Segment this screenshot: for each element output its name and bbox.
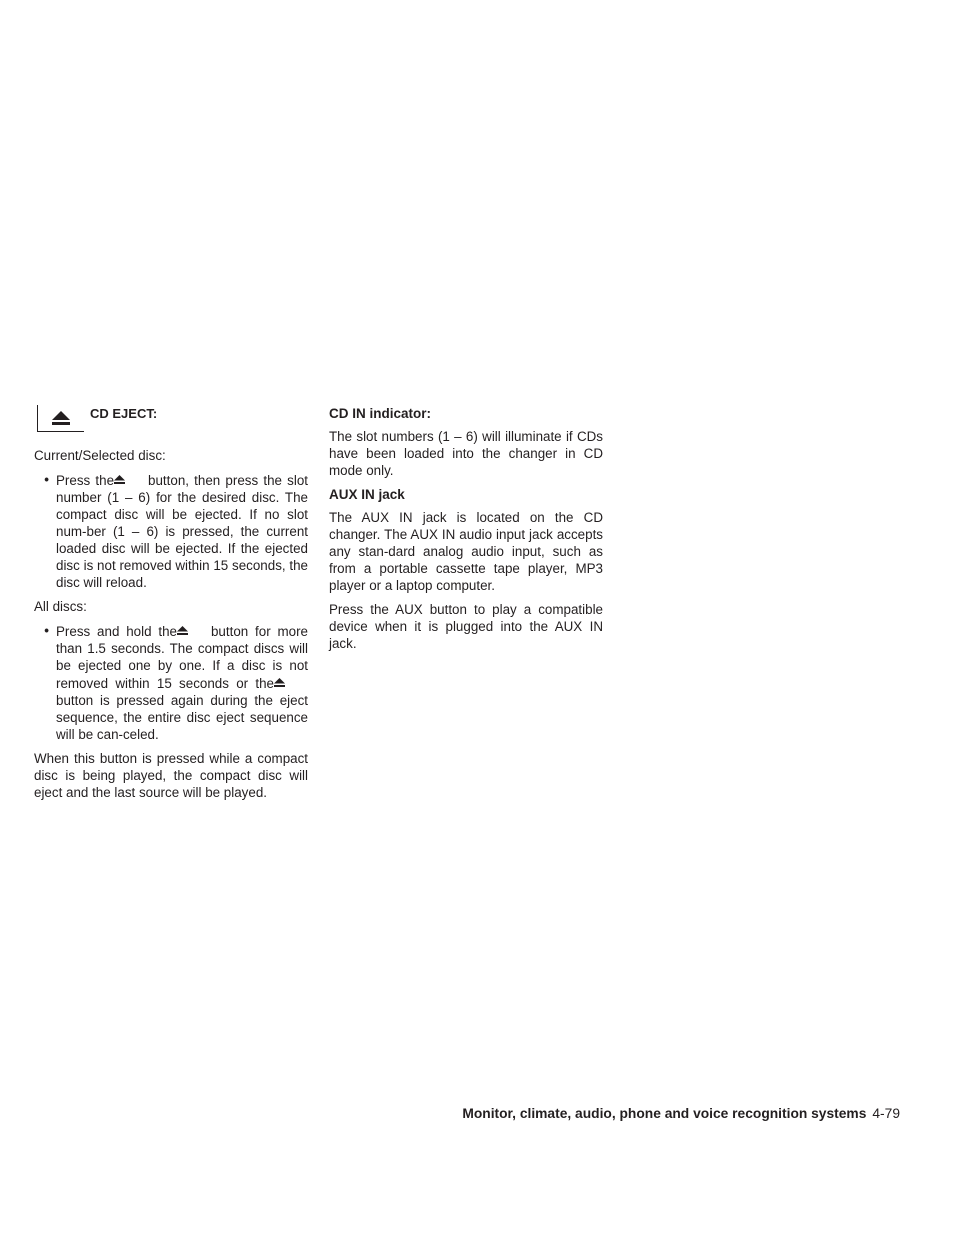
section-title: Monitor, climate, audio, phone and voice recognition systems [462,1106,867,1121]
cd-eject-heading [34,405,308,435]
closing-paragraph: When this button is pressed while a compact disc is being played, the compact disc will eject and the last source will be played. [34,751,308,800]
cd-in-paragraph: The slot numbers (1 – 6) will illuminate if CDs have been loaded into the changer in CD mode only. [329,429,603,478]
eject-icon-box [37,405,84,432]
bullet-dot: • [44,623,49,638]
text-fragment: Press and hold the [56,624,177,639]
text-fragment: button, then press the slot number (1 – 6) for the desired disc. The compact disc will be ejected. If no slot num-ber (1 – 6) is pressed, the current loaded disc will be ejected. If the ejected disc is not removed within 15 seconds, the disc will reload. [56,473,308,590]
cd-in-heading: CD IN indicator: [329,406,432,421]
text-fragment: Press the [56,473,115,488]
eject-icon [274,674,308,691]
page-footer [430,1106,900,1121]
bullet-text [56,471,308,591]
text-fragment: button is pressed again during the eject sequence, the entire disc eject sequence will be can-celed. [56,693,308,742]
heading-label: CD EJECT: [90,406,158,421]
eject-icon [177,622,211,639]
aux-in-heading: AUX IN jack [329,487,405,502]
all-discs-label: All discs: [34,599,87,614]
eject-icon [52,411,70,425]
bullet-text [56,622,308,743]
eject-icon [114,471,148,488]
list-item [34,622,308,743]
current-disc-label: Current/Selected disc: [34,448,166,463]
bullet-dot: • [44,472,49,487]
text-fragment: button for more than 1.5 seconds. The compact discs will be ejected one by one. If a disc is not removed within 15 seconds or the [56,624,308,691]
right-column [329,405,603,659]
aux-in-paragraph: The AUX IN jack is located on the CD changer. The AUX IN audio input jack accepts any stan-dard analog audio input, such as from a portable cassette tape player, MP3 player or a laptop computer. [329,510,603,593]
page-number: 4-79 [872,1106,900,1121]
aux-in-paragraph: Press the AUX button to play a compatible device when it is plugged into the AUX IN jack. [329,602,603,651]
list-item [34,471,308,591]
left-column [34,405,308,808]
